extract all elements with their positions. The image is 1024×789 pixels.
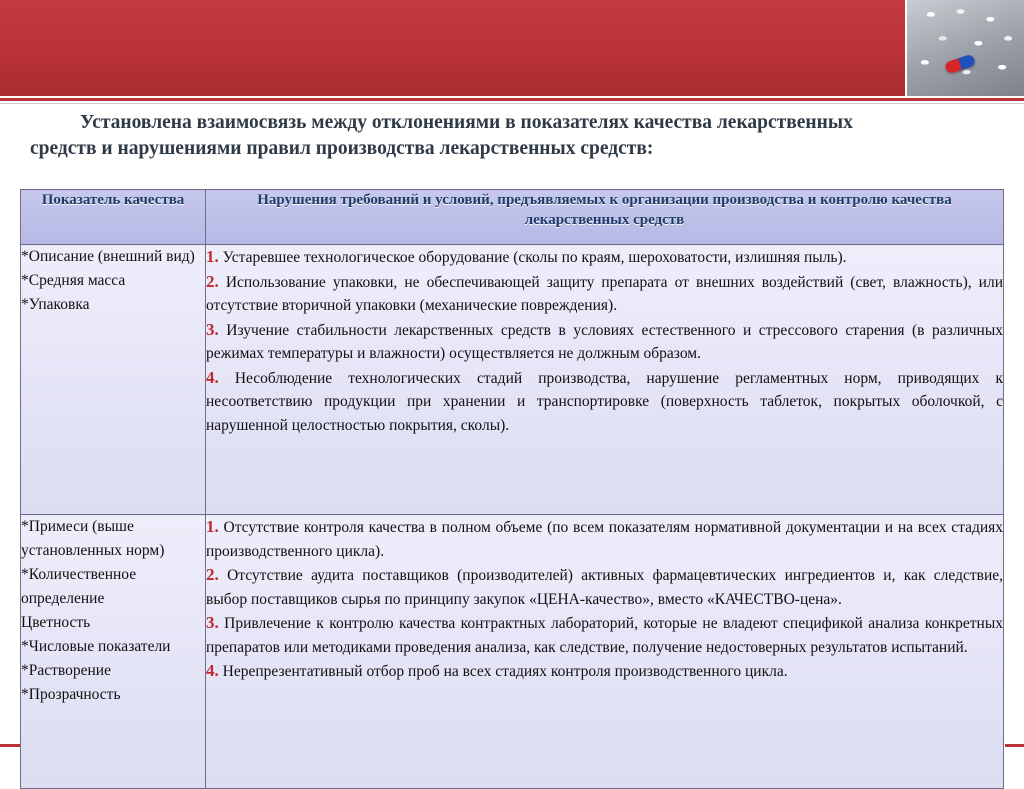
item-text: Отсутствие контроля качества в полном объеме (по всем показателям нормативной документации и на всех стадиях производственного цикла). (206, 519, 1004, 560)
violation-item (206, 270, 1003, 318)
violation-item (206, 659, 1003, 684)
indicator-item: *Прозрачность (21, 686, 121, 703)
table-row (21, 515, 1004, 789)
item-text: Изучение стабильности лекарственных средств в условиях естественного и стрессового старения (в различных режимах температуры и влажности) осуществляется не должным образом. (206, 321, 1003, 362)
indicator-item: *Описание (внешний вид) (21, 248, 195, 265)
violation-item (206, 563, 1003, 611)
item-number: 2. (206, 565, 219, 584)
header-band (0, 0, 1024, 96)
indicator-item: *Растворение (21, 662, 111, 679)
item-number: 3. (206, 319, 219, 339)
header-indicator: Показатель качества (21, 190, 206, 245)
pills-photo (905, 0, 1024, 96)
indicator-item: *Примеси (выше установленных норм) (21, 518, 165, 559)
item-text: Использование упаковки, не обеспечивающей защиту препарата от внешних воздействий (свет, влажность), или отсутствие вторичной упаковки (механические повреждения). (206, 273, 1003, 314)
item-number: 2. (206, 271, 219, 291)
slide-heading: Установлена взаимосвязь между отклонениями в показателях качества лекарственных средств и нарушениями правил производства лекарственных средств: (30, 112, 853, 159)
item-number: 1. (206, 517, 219, 536)
item-text: Привлечение к контролю качества контрактных лабораторий, которые не владеют спецификой анализа конкретных препаратов или методиками проведения анализа, как следствие, получение недостоверных результатов испытаний. (206, 615, 1004, 656)
header-divider (0, 98, 1024, 101)
item-number: 1. (206, 247, 219, 266)
header-violations: Нарушения требований и условий, предъявляемых к организации производства и контролю качества лекарственных средств (206, 190, 1004, 245)
footer-line-left (0, 744, 20, 747)
item-number: 4. (206, 661, 219, 680)
violation-item (206, 515, 1003, 563)
indicator-item: *Средняя масса (21, 272, 126, 289)
indicator-item: *Числовые показатели (21, 638, 171, 655)
violations-cell (206, 515, 1004, 789)
violation-item (206, 318, 1003, 366)
item-number: 4. (206, 367, 219, 387)
violation-item (206, 611, 1003, 659)
violations-cell (206, 245, 1004, 515)
item-number: 3. (206, 613, 219, 632)
item-text: Нерепрезентативный отбор проб на всех стадиях контроля производственного цикла. (222, 663, 788, 680)
footer-line-right (1005, 744, 1024, 747)
indicator-item: Цветность (21, 614, 91, 631)
indicator-cell (21, 245, 206, 515)
item-text: Несоблюдение технологических стадий производства, нарушение регламентных норм, приводящих к несоответствию продукции при хранении и транспортировке (поверхность таблеток, покрытых оболочкой, с нарушенной целостностью покрытия, сколы). (206, 369, 1004, 434)
item-text: Отсутствие аудита поставщиков (производителей) активных фармацевтических ингредиентов и, как следствие, выбор поставщиков сырья по принципу закупок «ЦЕНА-качество», вместо «КАЧЕСТВО-цена». (206, 567, 1003, 608)
table-row (21, 245, 1004, 515)
violation-item (206, 366, 1003, 438)
violation-item (206, 245, 1003, 270)
quality-table (20, 189, 1004, 789)
table-header-row (21, 190, 1004, 245)
indicator-item: *Упаковка (21, 296, 90, 313)
indicator-item: *Количественное определение (21, 566, 137, 607)
item-text: Устаревшее технологическое оборудование (сколы по краям, шероховатости, излишняя пыль). (222, 249, 847, 266)
header-divider-thin (0, 103, 1024, 104)
indicator-cell (21, 515, 206, 789)
capsule-icon (944, 54, 976, 75)
